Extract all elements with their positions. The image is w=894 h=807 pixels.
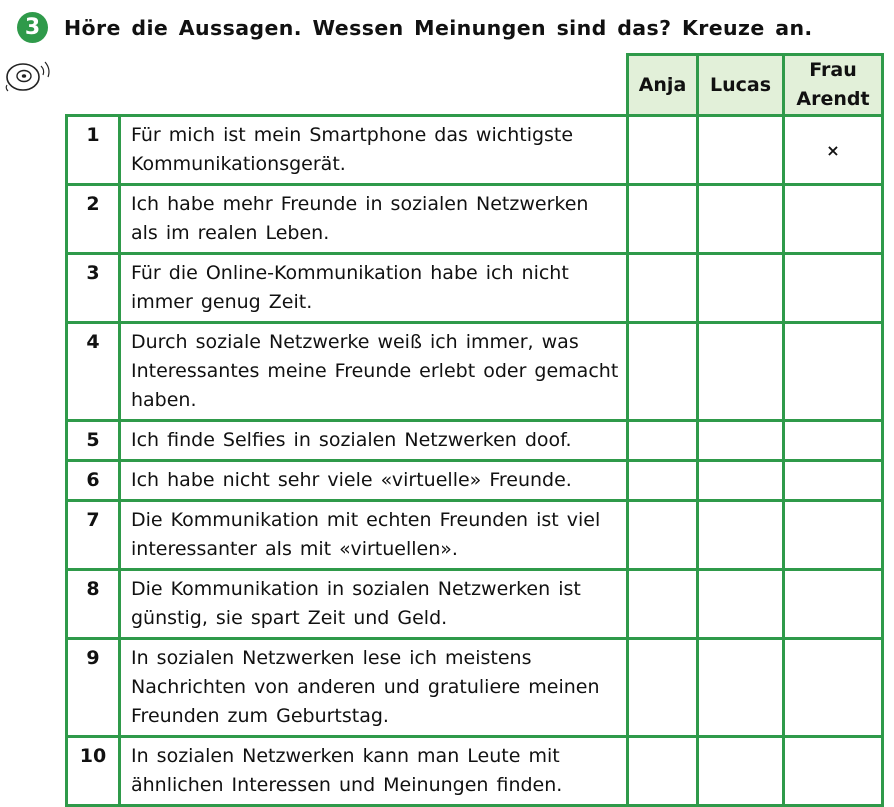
answer-checkbox-anja[interactable] [628,737,698,806]
answer-checkbox-lucas[interactable] [698,737,784,806]
answer-checkbox-lucas[interactable] [698,639,784,737]
statement-row [67,461,883,501]
answer-checkbox-frau-arendt[interactable] [784,639,883,737]
statement-number: 6 [67,461,120,501]
statement-text: Ich habe nicht sehr viele «virtuelle» Freunde. [120,461,628,501]
answer-checkbox-anja[interactable] [628,461,698,501]
answer-checkbox-lucas[interactable] [698,254,784,323]
statement-number: 4 [67,323,120,421]
statement-row [67,737,883,806]
statement-row [67,254,883,323]
statement-number: 3 [67,254,120,323]
answer-checkbox-lucas[interactable] [698,185,784,254]
statement-row [67,421,883,461]
answer-checkbox-lucas[interactable] [698,323,784,421]
answer-checkbox-anja[interactable] [628,254,698,323]
answer-checkbox-anja[interactable] [628,116,698,185]
answer-checkbox-lucas[interactable] [698,570,784,639]
answer-checkbox-frau-arendt[interactable] [784,501,883,570]
answer-checkbox-anja[interactable] [628,570,698,639]
statement-number: 5 [67,421,120,461]
statement-number: 7 [67,501,120,570]
answer-checkbox-lucas[interactable] [698,501,784,570]
statement-text: Durch soziale Netzwerke weiß ich immer, was Interessantes meine Freunde erlebt oder gemacht haben. [120,323,628,421]
statement-row [67,116,883,185]
statement-text: Für mich ist mein Smartphone das wichtigste Kommunikationsgerät. [120,116,628,185]
answer-checkbox-frau-arendt[interactable] [784,421,883,461]
statement-row [67,639,883,737]
header-row [67,55,883,116]
statement-number: 9 [67,639,120,737]
answer-checkbox-frau-arendt[interactable] [784,254,883,323]
answer-checkbox-anja[interactable] [628,421,698,461]
answer-checkbox-anja[interactable] [628,639,698,737]
answer-checkbox-frau-arendt[interactable] [784,570,883,639]
statement-text: In sozialen Netzwerken kann man Leute mit ähnlichen Interessen und Meinungen finden. [120,737,628,806]
column-header-lucas: Lucas [698,55,784,116]
answer-checkbox-lucas[interactable] [698,461,784,501]
statement-text: Ich finde Selfies in sozialen Netzwerken doof. [120,421,628,461]
statement-number: 2 [67,185,120,254]
answer-checkbox-anja[interactable] [628,501,698,570]
answer-checkbox-frau-arendt[interactable] [784,737,883,806]
column-header-frau-arendt: Frau Arendt [784,55,883,116]
cross-mark: × [826,140,840,160]
answer-checkbox-lucas[interactable] [698,116,784,185]
statement-number: 10 [67,737,120,806]
statement-text: Für die Online-Kommunikation habe ich nicht immer genug Zeit. [120,254,628,323]
statement-text: In sozialen Netzwerken lese ich meistens Nachrichten von anderen und gratuliere meinen Freunden zum Geburtstag. [120,639,628,737]
empty-header-cell [120,55,628,116]
statement-row [67,570,883,639]
statement-text: Ich habe mehr Freunde in sozialen Netzwerken als im realen Leben. [120,185,628,254]
answer-checkbox-anja[interactable] [628,185,698,254]
answer-checkbox-frau-arendt[interactable] [784,323,883,421]
statement-number: 1 [67,116,120,185]
answer-checkbox-frau-arendt[interactable] [784,185,883,254]
statement-row [67,501,883,570]
statement-text: Die Kommunikation in sozialen Netzwerken ist günstig, sie spart Zeit und Geld. [120,570,628,639]
statement-text: Die Kommunikation mit echten Freunden ist viel interessanter als mit «virtuellen». [120,501,628,570]
answer-table [65,53,884,807]
answer-checkbox-frau-arendt[interactable] [784,461,883,501]
statement-number: 8 [67,570,120,639]
task-number-badge: 3 [17,12,48,43]
statement-row [67,185,883,254]
answer-checkbox-anja[interactable] [628,323,698,421]
empty-header-cell [67,55,120,116]
answer-checkbox-frau-arendt[interactable] [784,116,883,185]
statement-row [67,323,883,421]
task-instruction: Höre die Aussagen. Wessen Meinungen sind das? Kreuze an. [64,16,813,40]
column-header-anja: Anja [628,55,698,116]
cd-audio-icon[interactable] [3,58,55,94]
answer-checkbox-lucas[interactable] [698,421,784,461]
